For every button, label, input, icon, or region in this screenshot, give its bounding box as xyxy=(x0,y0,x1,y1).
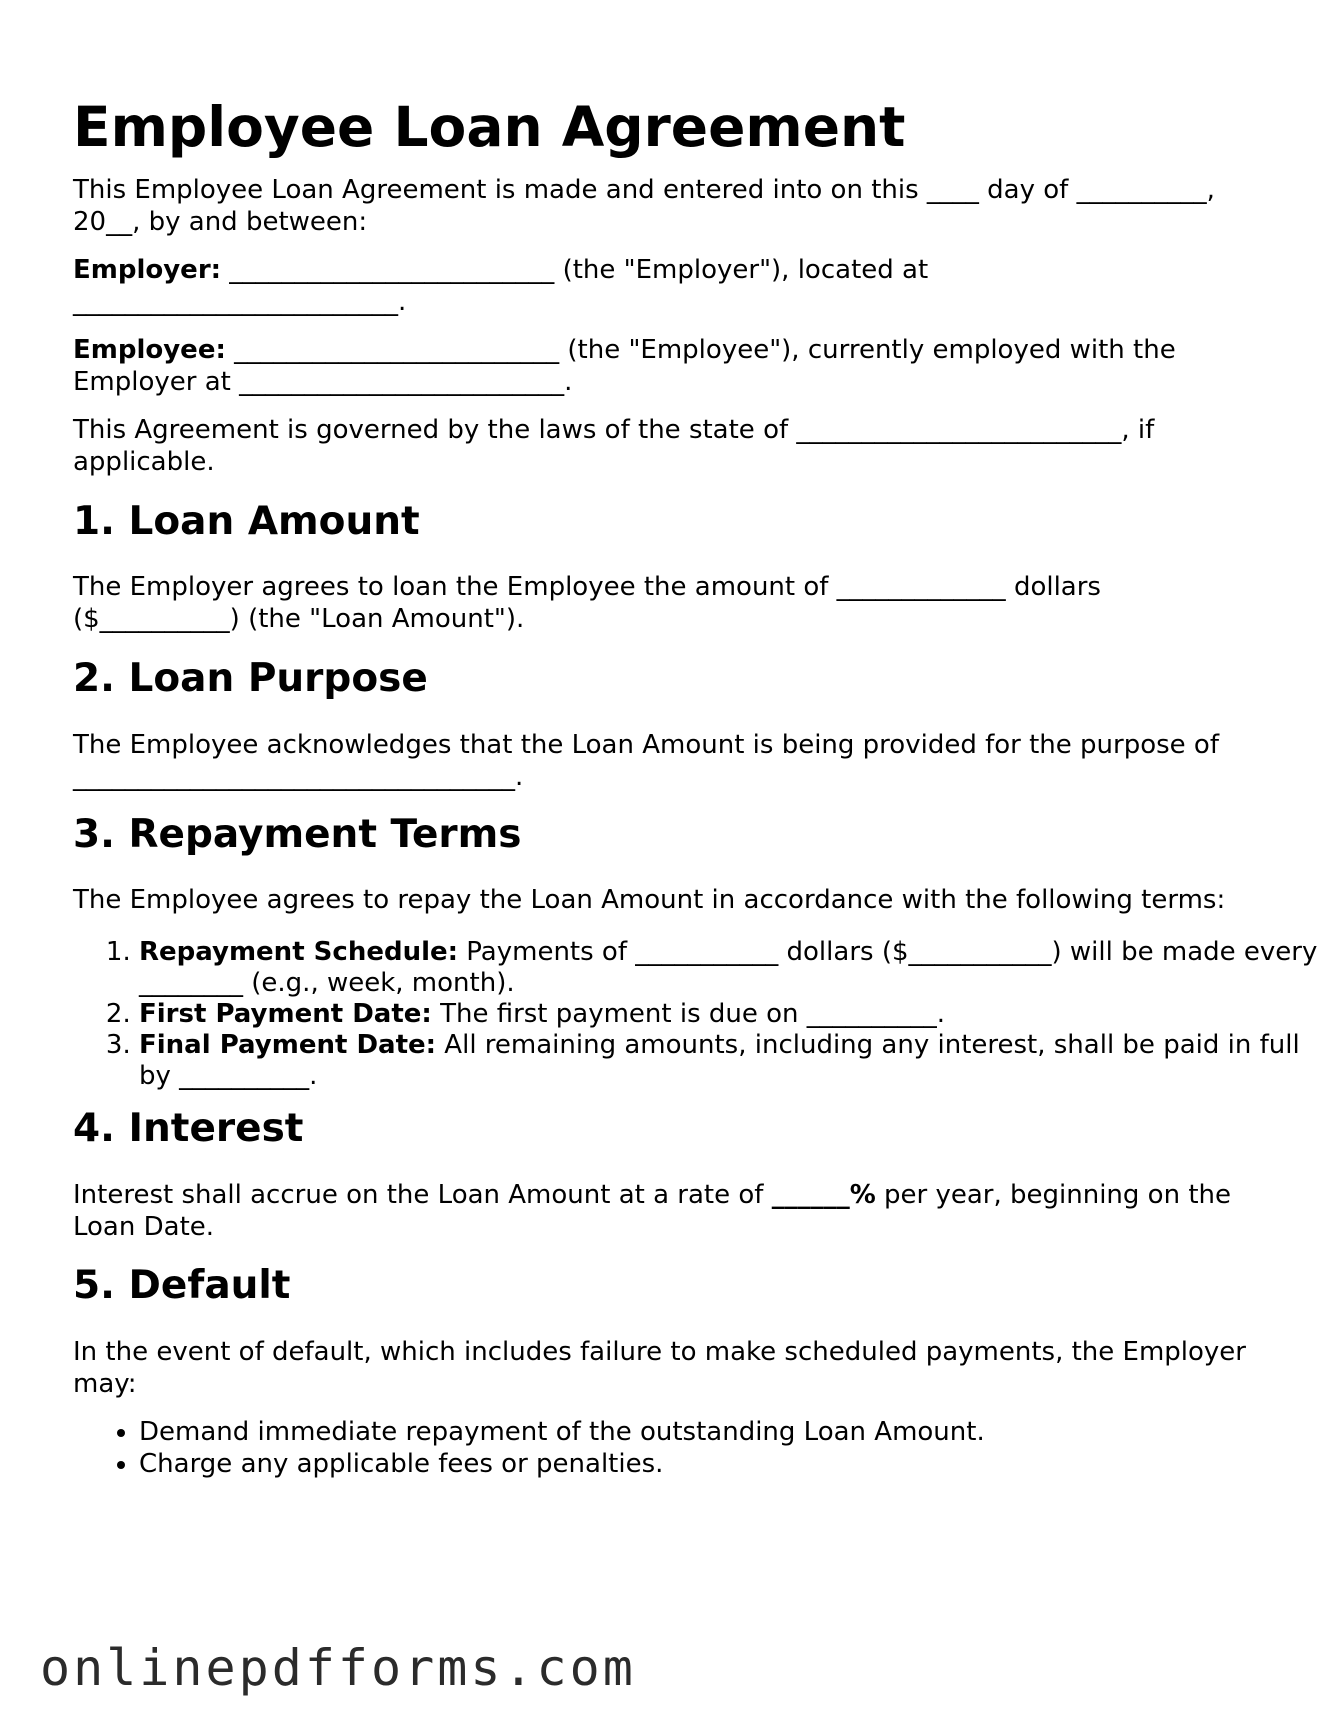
section-heading-interest: 4. Interest xyxy=(73,1106,304,1151)
repayment-terms-list xyxy=(73,937,1329,1092)
loan-purpose-paragraph: The Employee acknowledges that the Loan Amount is being provided for the purpose of __________________________________. xyxy=(73,730,1219,792)
document-title: Employee Loan Agreement xyxy=(73,95,906,159)
section-heading-loan-purpose: 2. Loan Purpose xyxy=(73,656,428,701)
repayment-paragraph: The Employee agrees to repay the Loan Amount in accordance with the following terms: xyxy=(73,885,1226,915)
employee-text: _________________________ (the "Employee"), currently employed with the Employer at _________________________. xyxy=(73,335,1176,397)
list-item: 3. Final Payment Date: All remaining amounts, including any interest, shall be paid in full by __________. xyxy=(139,1030,1329,1092)
section-heading-default: 5. Default xyxy=(73,1263,291,1308)
default-paragraph: In the event of default, which includes failure to make scheduled payments, the Employer may: xyxy=(73,1337,1246,1399)
list-item: 2. First Payment Date: The first payment is due on __________. xyxy=(139,999,1329,1030)
governing-law-paragraph: This Agreement is governed by the laws of the state of _________________________, if applicable. xyxy=(73,415,1155,477)
employer-label: Employer: xyxy=(73,255,222,285)
list-item: 1. Repayment Schedule: Payments of ___________ dollars ($___________) will be made every ________ (e.g., week, month). xyxy=(139,937,1329,999)
watermark-text: onlinepdfforms.com xyxy=(40,1639,636,1697)
section-heading-repayment-terms: 3. Repayment Terms xyxy=(73,812,522,857)
loan-amount-paragraph: The Employer agrees to loan the Employee the amount of _____________ dollars ($__________) (the "Loan Amount"). xyxy=(73,572,1101,634)
interest-paragraph: Interest shall accrue on the Loan Amount at a rate of ______% per year, beginning on the Loan Date. xyxy=(73,1180,1231,1242)
list-item: • Demand immediate repayment of the outstanding Loan Amount. xyxy=(139,1416,1329,1448)
employee-paragraph xyxy=(73,334,1263,398)
employer-paragraph xyxy=(73,254,1263,318)
employer-text: _________________________ (the "Employer"), located at _________________________. xyxy=(73,255,929,317)
default-remedies-list xyxy=(73,1416,1329,1480)
interest-rate-blank: ______% xyxy=(771,1180,876,1210)
employee-label: Employee: xyxy=(73,335,226,365)
intro-paragraph: This Employee Loan Agreement is made and entered into on this ____ day of __________, 20__, by and between: xyxy=(73,175,1215,237)
list-item: • Charge any applicable fees or penalties. xyxy=(139,1448,1329,1480)
section-heading-loan-amount: 1. Loan Amount xyxy=(73,499,420,544)
